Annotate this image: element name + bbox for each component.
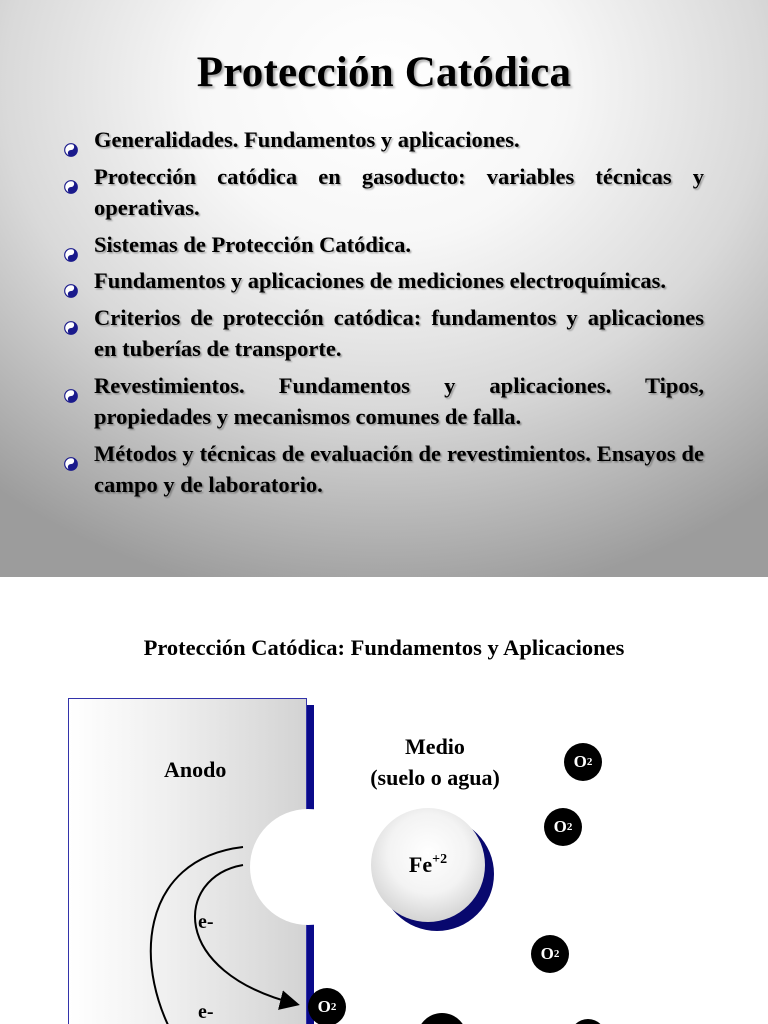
topic-item <box>64 302 704 365</box>
electron-flow-arrows <box>0 577 768 1024</box>
oxygen-subscript: 2 <box>586 756 593 768</box>
oxygen-molecule <box>531 935 569 973</box>
oxygen-subscript: 2 <box>330 1001 337 1013</box>
medium-line-2: (suelo o agua) <box>370 765 500 790</box>
topic-text: Generalidades. Fundamentos y aplicaciones. <box>94 127 520 152</box>
topic-item <box>64 265 704 297</box>
medium-label <box>340 731 530 793</box>
slide-1-title: Protección Catódica <box>196 49 572 96</box>
topic-item <box>64 124 704 156</box>
yin-yang-icon <box>64 171 78 185</box>
yin-yang-icon <box>64 380 78 394</box>
iron-symbol: Fe <box>408 852 433 877</box>
topic-text: Revestimientos. Fundamentos y aplicaciones. Tipos, propiedades y mecanismos comunes de falla. <box>94 372 704 429</box>
topic-text: Métodos y técnicas de evaluación de revestimientos. Ensayos de campo y de laboratorio. <box>94 440 704 497</box>
iron-charge: +2 <box>432 852 448 867</box>
electron-label: e- <box>198 1001 214 1023</box>
electron-path-outer <box>151 847 243 1024</box>
topic-item <box>64 438 704 501</box>
topic-text: Fundamentos y aplicaciones de mediciones electroquímicas. <box>94 268 667 293</box>
oxygen-subscript: 2 <box>566 821 573 833</box>
topic-item <box>64 370 704 433</box>
electron-path-inner <box>195 865 296 1004</box>
electron-label: e- <box>198 911 214 933</box>
yin-yang-icon <box>64 275 78 289</box>
slide-2 <box>0 577 768 1024</box>
topic-item <box>64 161 704 224</box>
iron-ion <box>371 808 485 922</box>
yin-yang-icon <box>64 448 78 462</box>
medium-line-1: Medio <box>405 734 465 759</box>
slide-2-title: Protección Catódica: Fundamentos y Aplicaciones <box>143 635 625 660</box>
topic-text: Protección catódica en gasoducto: variables técnicas y operativas. <box>94 163 704 220</box>
oxygen-molecule <box>308 988 346 1024</box>
oxygen-subscript: 2 <box>553 948 560 960</box>
oxygen-molecule <box>544 808 582 846</box>
anode-label: Anodo <box>164 757 227 782</box>
oxygen-symbol: O <box>317 997 331 1016</box>
yin-yang-icon <box>64 239 78 253</box>
yin-yang-icon <box>64 312 78 326</box>
yin-yang-icon <box>64 134 78 148</box>
topic-text: Sistemas de Protección Catódica. <box>94 231 412 257</box>
oxygen-symbol: O <box>573 752 587 771</box>
topic-item <box>64 229 704 261</box>
iron-ion-label <box>409 852 447 878</box>
topic-text: Criterios de protección catódica: fundamentos y aplicaciones en tuberías de transporte. <box>94 304 704 361</box>
oxygen-symbol: O <box>553 817 567 836</box>
oxygen-symbol: O <box>540 944 554 963</box>
oxygen-molecule <box>564 743 602 781</box>
topic-list <box>64 124 704 506</box>
